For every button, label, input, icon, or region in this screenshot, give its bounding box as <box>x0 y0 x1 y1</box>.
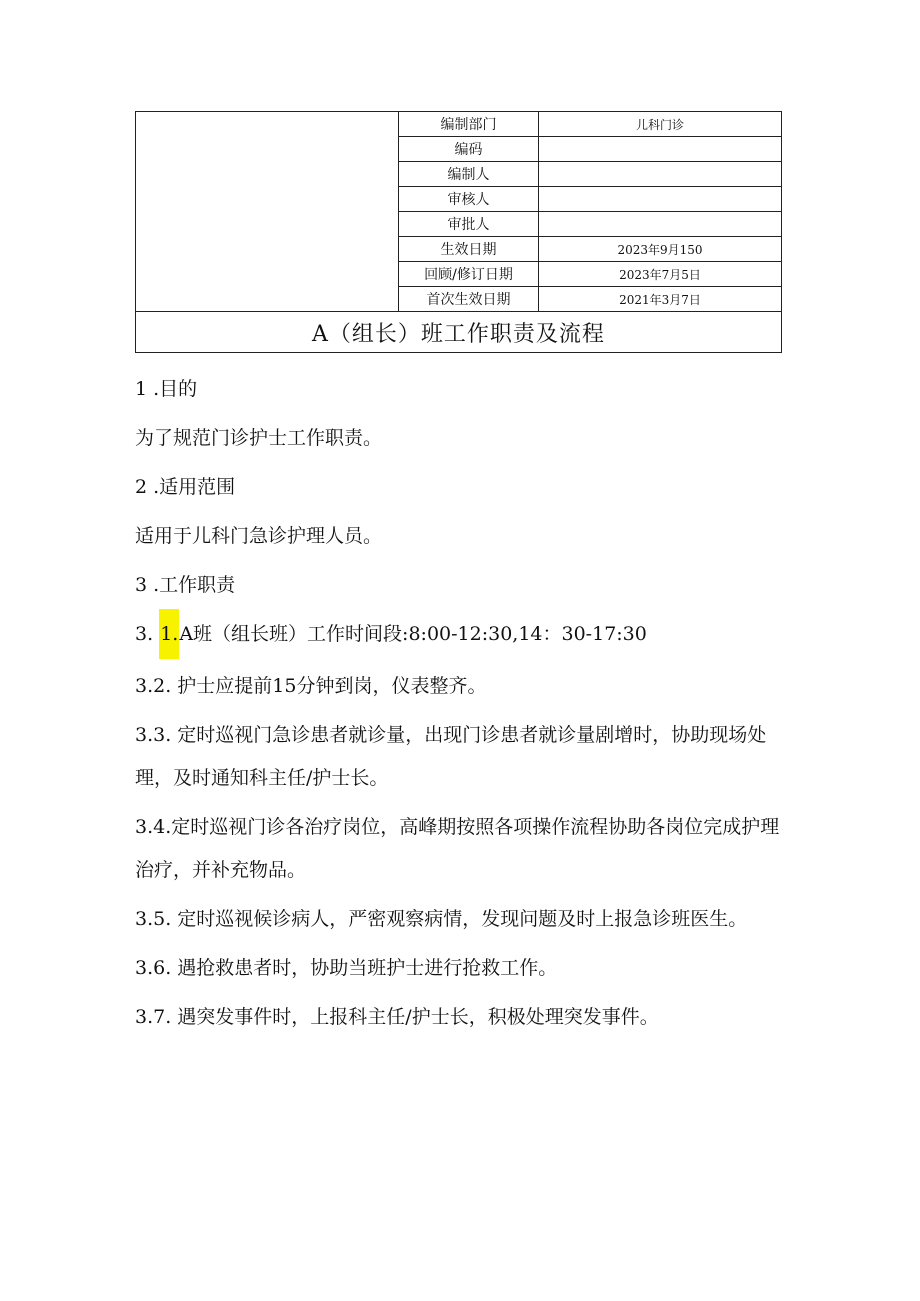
section-2-text: 适用于儿科门急诊护理人员。 <box>135 525 383 547</box>
document-body <box>135 368 795 1045</box>
label-effective-date: 生效日期 <box>399 237 539 262</box>
highlight-mark: 1. <box>159 609 179 659</box>
value-code <box>539 137 782 162</box>
logo-area <box>136 112 399 312</box>
duty-item-7: 3.7. 遇突发事件时，上报科主任/护士长，积极处理突发事件。 <box>135 1006 659 1028</box>
duty-item-4: 3.4.定时巡视门诊各治疗岗位，高峰期按照各项操作流程协助各岗位完成护理治疗，并补充物品。 <box>135 816 780 881</box>
duty-item-3: 3.3. 定时巡视门急诊患者就诊量，出现门诊患者就诊量剧增时，协助现场处理，及时通知科主任/护士长。 <box>135 724 767 789</box>
section-1-heading: 1 .目的 <box>135 378 198 400</box>
section-3-heading: 3 .工作职责 <box>135 574 236 596</box>
value-approver <box>539 212 782 237</box>
duty-item-1-prefix: 3. <box>135 623 154 645</box>
duty-item-2: 3.2. 护士应提前15分钟到岗，仪表整齐。 <box>135 675 487 697</box>
section-1-text: 为了规范门诊护士工作职责。 <box>135 427 383 449</box>
document-title: A（组长）班工作职责及流程 <box>136 312 782 353</box>
label-reviewer: 审核人 <box>399 187 539 212</box>
section-2-heading: 2 .适用范围 <box>135 476 236 498</box>
label-approver: 审批人 <box>399 212 539 237</box>
value-first-effective-date: 2021年3月7日 <box>539 287 782 312</box>
label-author: 编制人 <box>399 162 539 187</box>
value-dept: 儿科门诊 <box>539 112 782 137</box>
label-revision-date: 回顾/修订日期 <box>399 262 539 287</box>
duty-item-5: 3.5. 定时巡视候诊病人，严密观察病情，发现问题及时上报急诊班医生。 <box>135 908 748 930</box>
duty-item-1-text: A班（组长班）工作时间段:8:00-12:30,14：30-17:30 <box>179 623 647 645</box>
label-dept: 编制部门 <box>399 112 539 137</box>
label-first-effective-date: 首次生效日期 <box>399 287 539 312</box>
value-reviewer <box>539 187 782 212</box>
label-code: 编码 <box>399 137 539 162</box>
value-revision-date: 2023年7月5日 <box>539 262 782 287</box>
document-header-table <box>135 111 782 353</box>
value-author <box>539 162 782 187</box>
value-effective-date: 2023年9月150 <box>539 237 782 262</box>
duty-item-1 <box>135 613 795 659</box>
duty-item-6: 3.6. 遇抢救患者时，协助当班护士进行抢救工作。 <box>135 957 558 979</box>
